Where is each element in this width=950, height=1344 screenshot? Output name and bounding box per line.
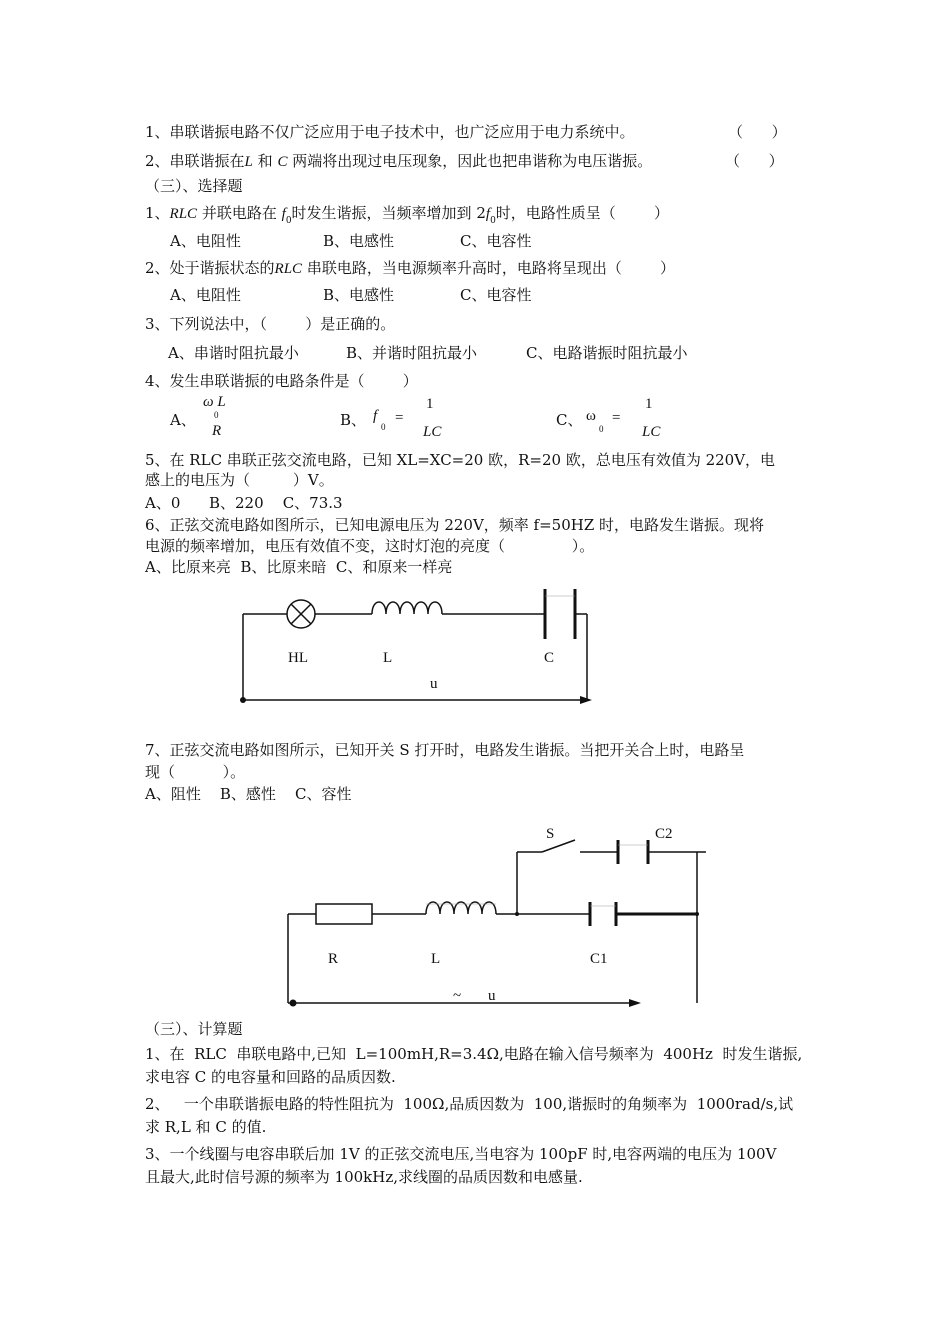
q4-a-sub: 0 [214, 410, 219, 420]
calc-q1-line2: 求电容 C 的电容量和回路的品质因数. [145, 1068, 396, 1086]
circuit1-label-c: C [544, 650, 555, 666]
circuit2-label-u: u [488, 988, 496, 1004]
inductor-symbol [372, 602, 442, 614]
circuit1-label-hl: HL [288, 650, 308, 666]
judge-q2-blank: （ ） [725, 152, 784, 170]
choice-q3: 3、下列说法中，（ ）是正确的。 [145, 315, 396, 333]
choice-q6-line2: 电源的频率增加，电压有效值不变，这时灯泡的亮度（ ）。 [145, 537, 595, 555]
circuit2-label-s: S [546, 826, 555, 842]
calc-q2-line2: 求 R,L 和 C 的值. [145, 1118, 267, 1136]
circuit2-label-c2: C2 [655, 826, 673, 842]
q4-a-numerator: ω L [203, 394, 226, 410]
choice-q2-opt-c: C、电容性 [460, 286, 532, 304]
q4-c-label: C、 [556, 411, 583, 429]
choice-q6-options: A、比原来亮 B、比原来暗 C、和原来一样亮 [145, 558, 453, 576]
choice-q1: 1、RLC 并联电路在 $f_0$时发生谐振，当频率增加到 $2f_0$时，电路性质呈（ ） [145, 204, 669, 226]
q4-b-denominator: LC [423, 424, 442, 440]
choice-q6-line1: 6、正弦交流电路如图所示，已知电源电压为 220V，频率 f=50HZ 时，电路发生谐振。现将 [145, 516, 765, 534]
choice-q2-opt-a: A、电阻性 [170, 286, 241, 304]
q4-c-sub: 0 [599, 424, 604, 434]
choice-q4: 4、发生串联谐振的电路条件是（ ） [145, 372, 418, 390]
choice-q7-line2: 现（ ）。 [145, 763, 246, 781]
calc-q1-line1: 1、在 RLC 串联电路中,已知 L=100mH,R=3.4Ω,电路在输入信号频率为 400Hz 时发生谐振, [145, 1045, 803, 1063]
q4-b-f: f [373, 408, 378, 424]
inductor-symbol-2 [426, 902, 496, 914]
q4-c-numerator: 1 [645, 396, 653, 412]
choice-q3-opt-c: C、电路谐振时阻抗最小 [526, 344, 688, 362]
circuit2-label-l: L [431, 951, 441, 967]
resistor-symbol [316, 904, 372, 924]
circuit1-label-u: u [430, 676, 438, 692]
q4-c-denominator: LC [642, 424, 661, 440]
circuit1-label-l: L [383, 650, 393, 666]
circuit2-label-tilde: ~ [453, 988, 462, 1004]
choice-q7-options: A、阻性 B、感性 C、容性 [145, 785, 352, 803]
choice-q5-line1: 5、在 RLC 串联正弦交流电路，已知 XL=XC=20 欧，R=20 欧，总电压有效值为 220V，电 [145, 451, 776, 469]
q4-b-numerator: 1 [426, 396, 434, 412]
q4-b-sub: 0 [381, 422, 386, 432]
q4-b-label: B、 [340, 411, 367, 429]
choice-q7-line1: 7、正弦交流电路如图所示，已知开关 S 打开时，电路发生谐振。当把开关合上时，电路呈 [145, 741, 745, 759]
choice-q5-options: A、0 B、220 C、73.3 [145, 494, 343, 512]
calc-q2-line1: 2、 一个串联谐振电路的特性阻抗为 100Ω,品质因数为 100,谐振时的角频率为 1000rad/s,试 [145, 1095, 794, 1113]
choice-q3-opt-b: B、并谐时阻抗最小 [346, 344, 478, 362]
choice-q1-opt-a: A、电阻性 [170, 232, 241, 250]
calc-heading: （三）、计算题 [145, 1020, 243, 1038]
choice-q2: 2、处于谐振状态的RLC 串联电路，当电源频率升高时，电路将呈现出（ ） [145, 259, 675, 277]
circuit2-label-r: R [328, 951, 339, 967]
choice-q3-opt-a: A、串谐时阻抗最小 [168, 344, 299, 362]
calc-q3-line1: 3、一个线圈与电容串联后加 1V 的正弦交流电压,当电容为 100pF 时,电容两端的电压为 100V [145, 1145, 777, 1163]
choice-q1-opt-b: B、电感性 [323, 232, 395, 250]
q4-c-omega: ω [586, 408, 596, 424]
judge-q2: 2、串联谐振在L 和 C 两端将出现过电压现象，因此也把串谐称为电压谐振。 [145, 152, 653, 170]
judge-q1-blank: （ ） [728, 123, 787, 141]
calc-q3-line2: 且最大,此时信号源的频率为 100kHz,求线圈的品质因数和电感量. [145, 1168, 583, 1186]
q4-a-label: A、 [170, 411, 196, 429]
q4-c-eq: = [612, 410, 621, 426]
choice-q1-opt-c: C、电容性 [460, 232, 532, 250]
circuit2-label-c1: C1 [590, 951, 608, 967]
choice-q2-opt-b: B、电感性 [323, 286, 395, 304]
q4-a-denominator: R [212, 423, 222, 439]
lamp-symbol [287, 600, 315, 628]
choice-heading: （三）、选择题 [145, 177, 243, 195]
choice-q5-line2: 感上的电压为（ ）V。 [145, 471, 334, 489]
q4-b-eq: = [395, 410, 404, 426]
judge-q1: 1、串联谐振电路不仅广泛应用于电子技术中，也广泛应用于电力系统中。 [145, 123, 635, 141]
